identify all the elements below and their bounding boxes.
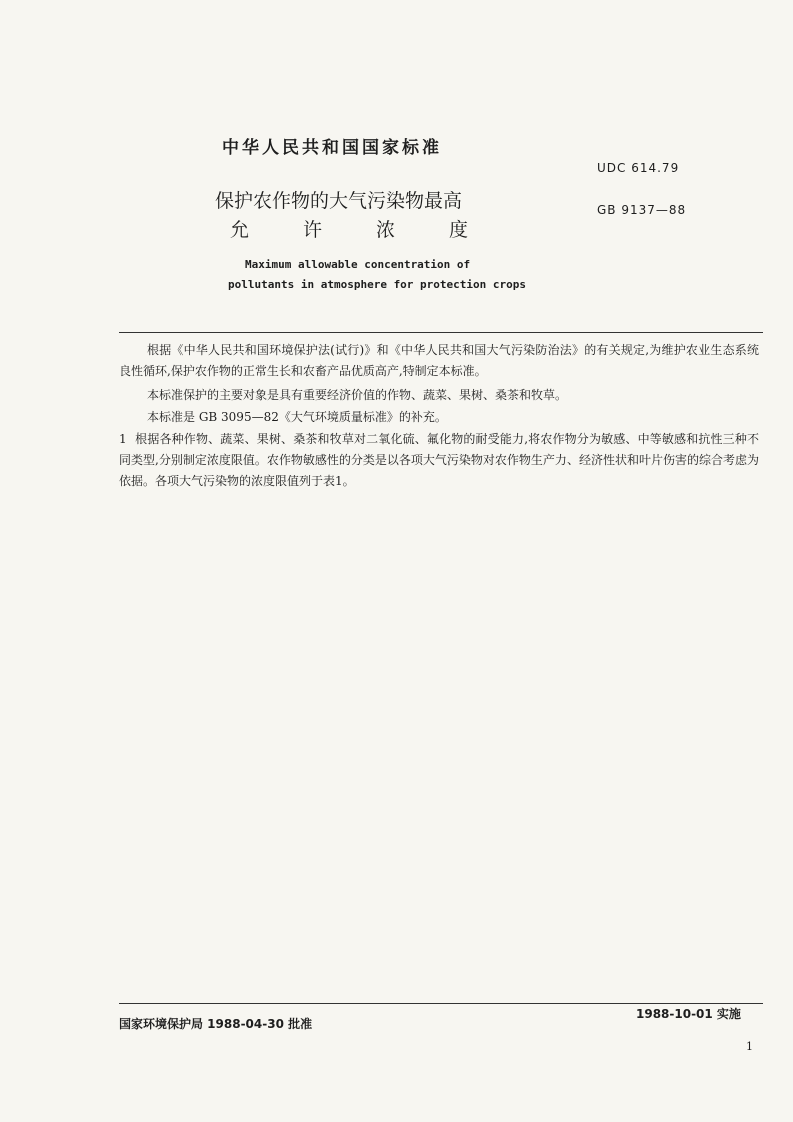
title-char: 许 xyxy=(303,219,325,241)
approval-date: 国家环境保护局 1988-04-30 批准 xyxy=(119,1017,313,1031)
footer-divider xyxy=(119,1003,763,1004)
title-char: 度 xyxy=(449,219,471,241)
clause-text: 根据各种作物、蔬菜、果树、桑茶和牧草对二氧化硫、氟化物的耐受能力,将农作物分为敏感、中等敏感和抗性三种不同类型,分别制定浓度限值。农作物敏感性的分类是以各项大气污染物对农作物生产力、经济性状和叶片伤害的综合考虑为依据。各项大气污染物的浓度限值列于表1。 xyxy=(119,432,759,488)
title-line-1: 保护农作物的大气污染物最高 xyxy=(215,190,463,212)
page-number: 1 xyxy=(746,1040,753,1053)
body-paragraph-1: 根据《中华人民共和国环境保护法(试行)》和《中华人民共和国大气污染防治法》的有关规定,为维护农业生态系统良性循环,保护农作物的正常生长和农畜产品优质高产,特制定本标准。 xyxy=(119,343,759,378)
body-paragraph-2: 本标准保护的主要对象是具有重要经济价值的作物、蔬菜、果树、桑茶和牧草。 xyxy=(147,388,568,402)
clause-number: 1 xyxy=(119,432,127,446)
national-standard-heading: 中华人民共和国国家标准 xyxy=(222,138,442,158)
english-title-line-1: Maximum allowable concentration of xyxy=(245,258,471,271)
body-paragraph-3: 本标准是 GB 3095—82《大气环境质量标准》的补充。 xyxy=(147,410,447,424)
title-char: 浓 xyxy=(376,219,398,241)
english-title-line-2: pollutants in atmosphere for protection crops xyxy=(228,278,527,291)
gb-number: GB 9137—88 xyxy=(597,203,687,217)
udc-code: UDC 614.79 xyxy=(597,161,680,175)
title-char: 允 xyxy=(230,219,252,241)
title-line-2 xyxy=(230,215,522,242)
header-divider xyxy=(119,332,763,333)
clause-1 xyxy=(119,429,759,492)
effective-date: 1988-10-01 实施 xyxy=(636,1007,741,1021)
